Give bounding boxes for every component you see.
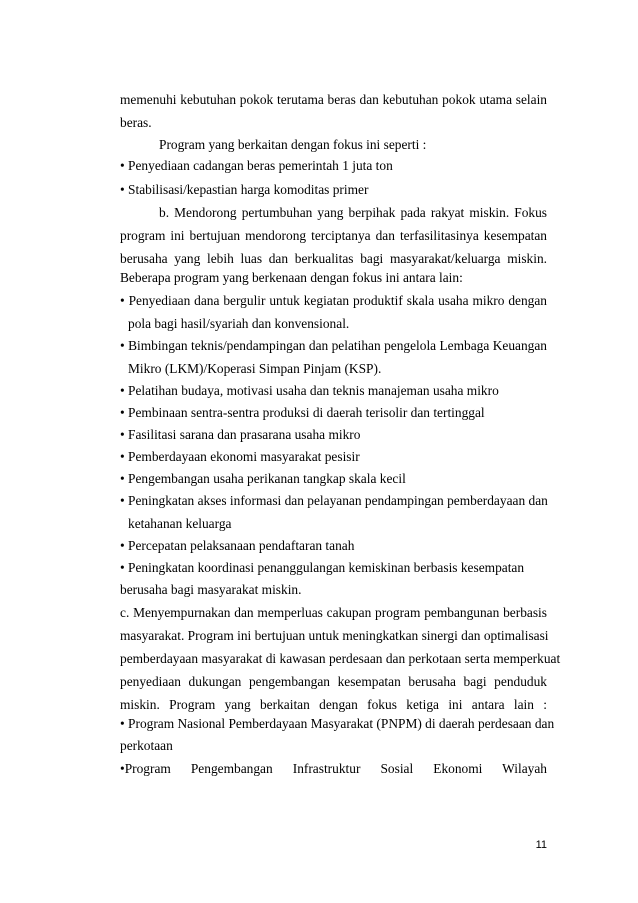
section-heading-c: c. Menyempurnakan dan memperluas cakupan program pembangunan berbasis [120, 605, 547, 620]
bullet-continuation: pola bagi hasil/syariah dan konvensional. [128, 316, 350, 331]
text-line: Program yang berkaitan dengan fokus ini seperti : [159, 137, 427, 152]
bullet-item: • Pelatihan budaya, motivasi usaha dan teknis manajeman usaha mikro [120, 383, 499, 398]
bullet-continuation: perkotaan [120, 738, 173, 753]
bullet-item: • Penyediaan dana bergulir untuk kegiatan produktif skala usaha mikro dengan [120, 293, 547, 308]
text-line: penyediaan dukungan pengembangan kesempatan berusaha bagi penduduk [120, 674, 547, 689]
text-line: memenuhi kebutuhan pokok terutama beras dan kebutuhan pokok utama selain [120, 92, 547, 107]
bullet-item: • Percepatan pelaksanaan pendaftaran tanah [120, 538, 355, 553]
bullet-item: • Penyediaan cadangan beras pemerintah 1 juta ton [120, 158, 393, 173]
text-line: berusaha bagi masyarakat miskin. [120, 582, 302, 597]
text-line: miskin. Program yang berkaitan dengan fokus ketiga ini antara lain : [120, 697, 547, 712]
page-number: 11 [535, 839, 547, 851]
bullet-continuation: Mikro (LKM)/Koperasi Simpan Pinjam (KSP). [128, 361, 382, 376]
text-line: program ini bertujuan mendorong terciptanya dan terfasilitasinya kesempatan [120, 228, 547, 243]
bullet-item: • Peningkatan koordinasi penanggulangan kemiskinan berbasis kesempatan [120, 560, 525, 575]
bullet-item: • Pemberdayaan ekonomi masyarakat pesisir [120, 449, 360, 464]
section-heading-b: b. Mendorong pertumbuhan yang berpihak pada rakyat miskin. Fokus [159, 205, 547, 220]
bullet-item: • Program Nasional Pemberdayaan Masyarakat (PNPM) di daerah perdesaan dan [120, 716, 555, 731]
text-line: berusaha yang lebih luas dan berkualitas bagi masyarakat/keluarga miskin. [120, 251, 547, 266]
bullet-item: • Bimbingan teknis/pendampingan dan pelatihan pengelola Lembaga Keuangan [120, 338, 547, 353]
bullet-item: • Pengembangan usaha perikanan tangkap skala kecil [120, 471, 406, 486]
text-line: pemberdayaan masyarakat di kawasan perdesaan dan perkotaan serta memperkuat [120, 651, 561, 666]
text-line: beras. [120, 115, 152, 130]
bullet-item: • Peningkatan akses informasi dan pelayanan pendampingan pemberdayaan dan [120, 493, 548, 508]
bullet-item: • Stabilisasi/kepastian harga komoditas primer [120, 182, 369, 197]
bullet-continuation: ketahanan keluarga [128, 516, 232, 531]
bullet-item: •Program Pengembangan Infrastruktur Sosial Ekonomi Wilayah [120, 761, 547, 776]
text-line: masyarakat. Program ini bertujuan untuk meningkatkan sinergi dan optimalisasi [120, 628, 549, 643]
bullet-item: • Pembinaan sentra-sentra produksi di daerah terisolir dan tertinggal [120, 405, 485, 420]
text-line: Beberapa program yang berkenaan dengan fokus ini antara lain: [120, 270, 463, 285]
bullet-item: • Fasilitasi sarana dan prasarana usaha mikro [120, 427, 361, 442]
